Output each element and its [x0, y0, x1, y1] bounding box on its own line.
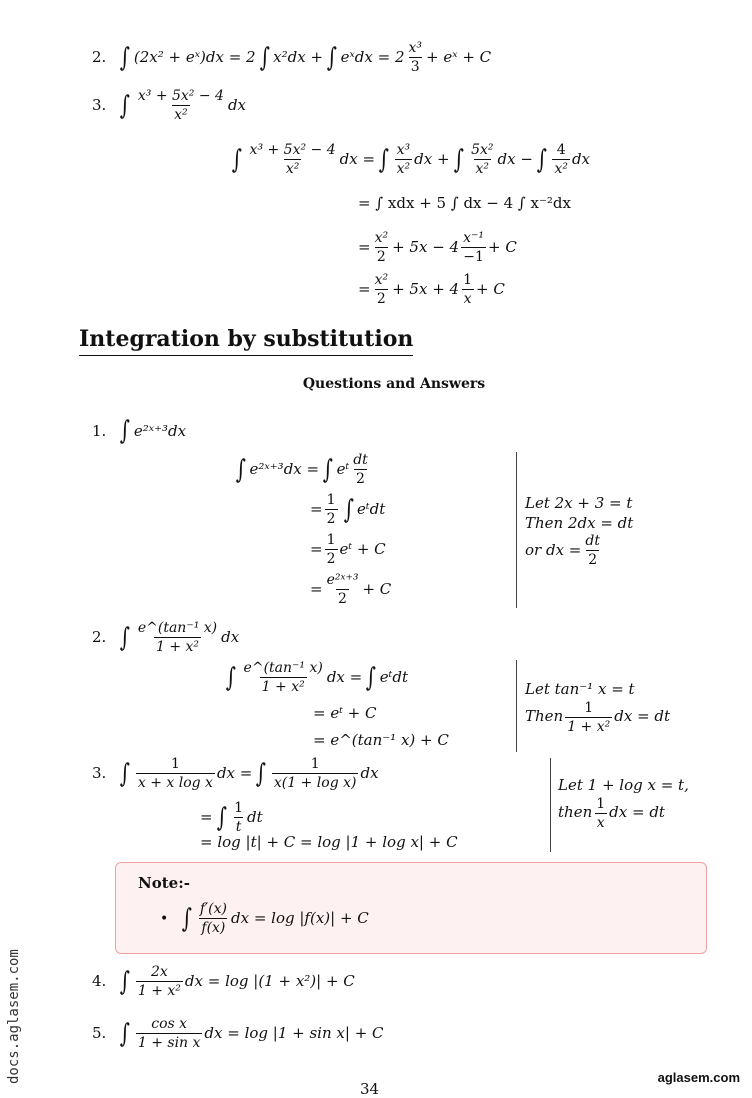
- expression: dx: [221, 628, 240, 647]
- question-number: 2.: [92, 628, 107, 647]
- note-title: Note:-: [138, 874, 190, 892]
- top-question-3: [92, 88, 246, 123]
- solution-line-4: = $\frac{\text{x²}}{2}$ + 5x + 4 $\frac{1}{x}$ + C: [358, 272, 505, 308]
- bullet-icon: •: [160, 910, 169, 927]
- fraction: $\frac{dt}{2}$: [585, 533, 600, 569]
- expression: dx = log |1 + sin x| + C: [204, 1024, 384, 1043]
- fraction: $\frac{\text{e²ˣ⁺³}}{2}$: [326, 572, 359, 608]
- expression: dx = log |f(x)| + C: [231, 909, 369, 928]
- qa-question-5: [92, 1016, 384, 1051]
- side-watermark: docs.aglasem.com: [6, 949, 22, 1084]
- integral-sign: ∫: [120, 758, 131, 789]
- q1-step-3: = $\frac{1}{2}$ eᵗ + C: [310, 532, 386, 568]
- fraction: $\frac{1}{t}$: [234, 800, 244, 836]
- expression: e²ˣ⁺³dx =: [249, 460, 320, 479]
- qa-question-3: [92, 756, 379, 791]
- fraction: $\frac{1}{2}$: [326, 492, 336, 528]
- integral-sign: ∫: [365, 662, 377, 693]
- qa-question-4: [92, 964, 355, 999]
- integral-sign: ∫: [326, 42, 337, 73]
- solution-line-1: ∫ $\frac{\text{x³ + 5x² − 4}}{\text{x²}}$ dx = ∫ $\frac{\text{x³}}{\text{x²}}$ dx + ∫ $\frac{\text{5x²}}{\text{x²}}$ dx − ∫ $\frac{4}{\text{x²}}$ dx: [231, 142, 591, 178]
- note-line: Then: [525, 707, 564, 726]
- note-line: then: [558, 803, 593, 822]
- expression: eᵗ + C: [339, 540, 386, 559]
- integral-sign: ∫: [120, 90, 131, 121]
- q1-step-2: = $\frac{1}{2}$ ∫ eᵗdt: [310, 492, 386, 528]
- integral-sign: ∫: [120, 622, 131, 653]
- q1-step-4: = $\frac{\text{e²ˣ⁺³}}{2}$ + C: [310, 572, 392, 608]
- integral-sign: ∫: [181, 903, 193, 934]
- qa-question-2: [92, 620, 239, 655]
- fraction: $\frac{4}{\text{x²}}$: [554, 142, 568, 178]
- expression: eᵗdt: [357, 500, 386, 519]
- fraction: $\frac{dt}{2}$: [353, 452, 368, 488]
- footer-watermark: aglasem.com: [657, 1070, 740, 1085]
- q2-side-note: [525, 680, 670, 735]
- note-line: or dx =: [525, 540, 582, 559]
- fraction: $\frac{\text{x³ + 5x² − 4}}{\text{x²}}$: [137, 88, 224, 124]
- fraction: $\frac{\text{e\textasciicircum{}(tan⁻¹ x)}}{\text{1 + x²}}$: [243, 660, 323, 696]
- integral-sign: ∫: [120, 42, 131, 73]
- expression: e²ˣ⁺³dx: [133, 421, 187, 440]
- fraction: $\frac{1}{\text{x + x log x}}$: [137, 756, 213, 792]
- expression: + C: [488, 238, 517, 257]
- note-line: Then 2dx = dt: [525, 513, 634, 532]
- solution-line-3: = $\frac{\text{x²}}{2}$ + 5x − 4 $\frac{\text{x⁻¹}}{-1}$ + C: [358, 230, 517, 266]
- expression: + eˣ + C: [426, 48, 492, 67]
- page-number: 34: [360, 1080, 380, 1098]
- expression: dx = log |(1 + x²)| + C: [184, 972, 355, 991]
- divider: [550, 758, 551, 852]
- note-formula: [160, 901, 369, 936]
- fraction: $\frac{\text{5x²}}{\text{x²}}$: [471, 142, 494, 178]
- fraction: $\frac{1}{\text{1 + x²}}$: [567, 699, 611, 735]
- fraction: $\frac{\text{x²}}{2}$: [374, 230, 389, 266]
- fraction: $\frac{\text{x³}}{\text{x²}}$: [396, 142, 411, 178]
- expression: + 5x + 4: [392, 280, 460, 299]
- divider: [516, 452, 517, 608]
- question-number: 2.: [92, 48, 107, 67]
- integral-sign: ∫: [256, 758, 267, 789]
- expression: dx =: [326, 668, 363, 687]
- question-number: 3.: [92, 96, 107, 115]
- question-number: 4.: [92, 972, 107, 991]
- expression: dx: [227, 96, 247, 115]
- integral-sign: ∫: [120, 966, 131, 997]
- integral-sign: ∫: [259, 42, 270, 73]
- expression: + C: [476, 280, 505, 299]
- section-heading: [79, 326, 413, 356]
- q1-side-note: [525, 494, 633, 568]
- integral-sign: ∫: [120, 416, 131, 446]
- integral-sign: ∫: [453, 144, 464, 175]
- integral-sign: ∫: [231, 144, 242, 175]
- q2-step-1: [222, 660, 408, 695]
- fraction: $\frac{1}{x}$: [463, 272, 473, 308]
- fraction: $\frac{\text{x⁻¹}}{-1}$: [463, 230, 484, 266]
- question-number: 1.: [92, 421, 107, 440]
- expression: + 5x − 4: [392, 238, 460, 257]
- fraction: $\frac{\text{x²}}{2}$: [374, 272, 389, 308]
- expression: dx: [360, 764, 379, 783]
- note-box: [115, 862, 707, 954]
- expression: eᵗdt: [379, 668, 408, 687]
- expression: dx =: [216, 764, 253, 783]
- integral-sign: ∫: [216, 802, 227, 833]
- section-title: Integration by substitution: [79, 326, 413, 356]
- fraction: $\frac{2x}{\text{1 + x²}}$: [137, 964, 181, 1000]
- fraction: $\frac{\text{x³ + 5x² − 4}}{\text{x²}}$: [249, 142, 336, 178]
- divider: [516, 660, 517, 752]
- question-number: 5.: [92, 1024, 107, 1043]
- note-line: dx = dt: [609, 803, 665, 822]
- note-line: Let 1 + log x = t,: [558, 776, 689, 794]
- integral-sign: ∫: [225, 662, 236, 693]
- section-subtitle: Questions and Answers: [302, 376, 486, 392]
- fraction: $\frac{\text{x³}}{3}$: [408, 40, 423, 76]
- fraction: $\frac{f'(x)}{f(x)}$: [199, 901, 227, 937]
- expression: eˣdx = 2: [340, 48, 405, 67]
- q3-step-3: = log |t| + C = log |1 + log x| + C: [200, 833, 458, 851]
- fraction: $\frac{1}{x}$: [596, 795, 606, 831]
- expression: (2x² + eˣ)dx = 2: [133, 48, 256, 67]
- qa-question-1: [92, 418, 186, 444]
- q3-step-2: = ∫ $\frac{1}{t}$ dt: [200, 800, 263, 836]
- q1-step-1: [232, 452, 372, 487]
- top-question-2: [92, 40, 491, 75]
- fraction: $\frac{1}{\text{x(1 + log x)}}$: [273, 756, 357, 792]
- q2-step-3: = e^(tan⁻¹ x) + C: [313, 731, 449, 749]
- integral-sign: ∫: [378, 144, 389, 175]
- expression: eᵗ: [336, 460, 350, 479]
- note-line: dx = dt: [614, 707, 671, 726]
- integral-sign: ∫: [120, 1018, 131, 1049]
- integral-sign: ∫: [536, 144, 547, 175]
- fraction: $\frac{1}{2}$: [326, 532, 336, 568]
- q3-side-note: [558, 776, 689, 831]
- expression: + C: [362, 580, 392, 599]
- fraction: $\frac{\text{e\textasciicircum{}(tan⁻¹ x)}}{\text{1 + x²}}$: [137, 620, 218, 656]
- fraction: $\frac{\text{cos x}}{\text{1 + sin x}}$: [137, 1016, 201, 1052]
- expression: dt: [247, 808, 263, 827]
- note-line: Let tan⁻¹ x = t: [525, 680, 635, 698]
- question-number: 3.: [92, 764, 107, 783]
- expression: x²dx +: [273, 48, 324, 67]
- integral-sign: ∫: [343, 494, 354, 525]
- integral-sign: ∫: [322, 454, 333, 485]
- q2-step-2: = eᵗ + C: [313, 704, 377, 722]
- expression: dx =: [339, 150, 376, 169]
- integral-sign: ∫: [235, 454, 246, 485]
- note-line: Let 2x + 3 = t: [525, 494, 633, 512]
- solution-line-2: = ∫ xdx + 5 ∫ dx − 4 ∫ x⁻²dx: [358, 194, 571, 212]
